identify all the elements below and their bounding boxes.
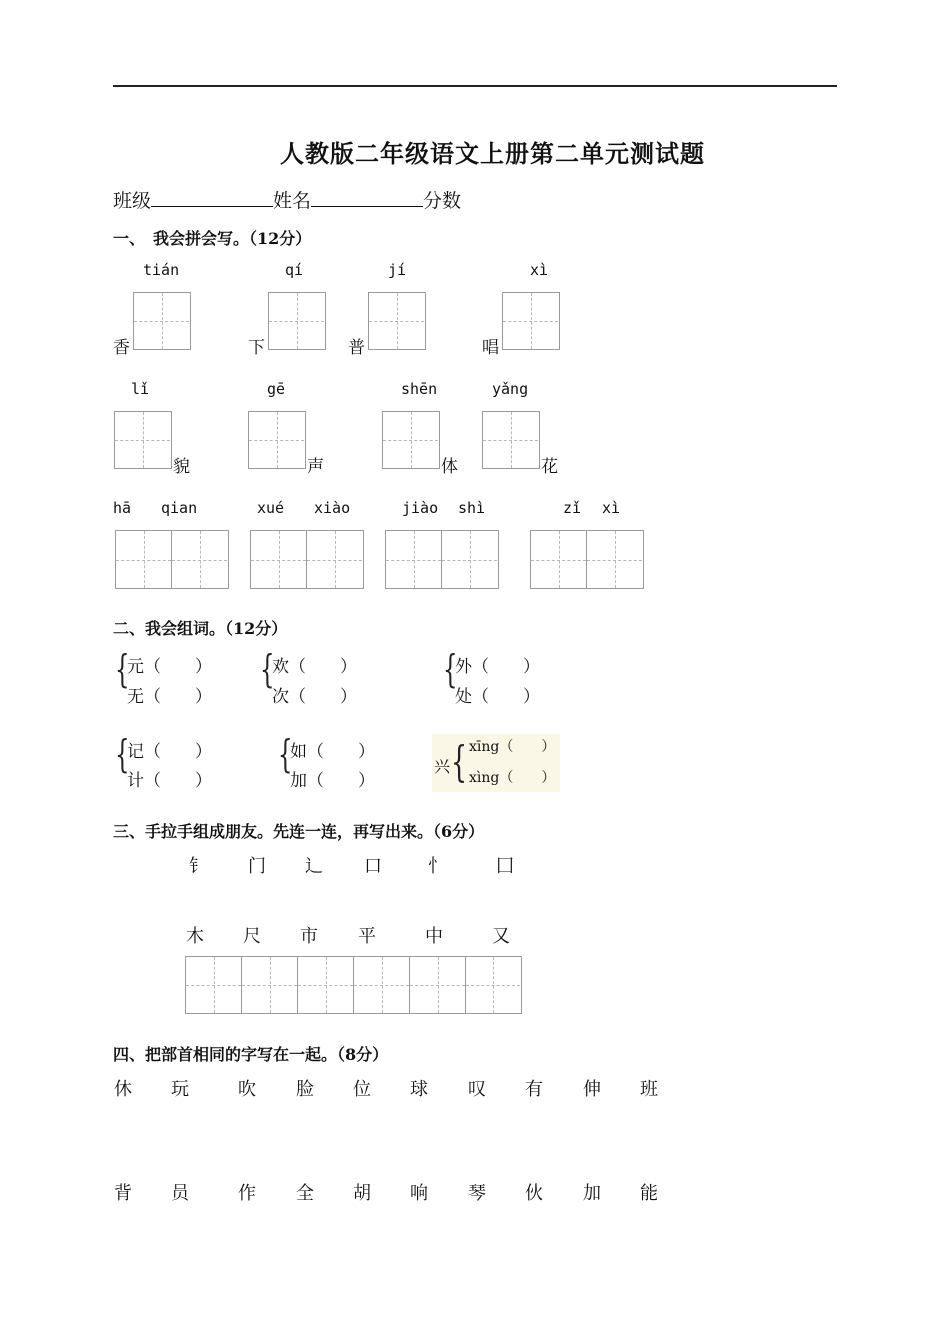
word-char: 脸: [296, 1079, 314, 1100]
given-char: 花: [541, 457, 558, 477]
writing-grid[interactable]: [382, 411, 440, 469]
section-1-heading: 一、 我会拼会写。（12分）: [113, 229, 312, 248]
xing-reading-2[interactable]: xìng（ ）: [469, 770, 556, 786]
word-item[interactable]: 欢（ ）: [272, 657, 357, 677]
pinyin: yǎng: [492, 380, 529, 398]
given-char: 唱: [482, 338, 499, 358]
pinyin: jiào: [402, 499, 439, 517]
xing-reading-1[interactable]: xīng（ ）: [469, 739, 556, 755]
given-char: 声: [307, 457, 324, 477]
word-item[interactable]: 如（ ）: [290, 742, 375, 762]
pinyin: xì: [530, 261, 549, 279]
brace: {: [443, 647, 458, 691]
word-item[interactable]: 处（ ）: [455, 687, 540, 707]
word-item[interactable]: 记（ ）: [127, 742, 212, 762]
pinyin: qian: [161, 499, 198, 517]
word-char: 胡: [353, 1183, 371, 1204]
pinyin: zǐ: [563, 499, 582, 517]
word-char: 能: [640, 1183, 658, 1204]
pinyin: tián: [143, 261, 180, 279]
word-item[interactable]: 元（ ）: [127, 657, 212, 677]
pinyin: shēn: [401, 380, 438, 398]
writing-grid-double[interactable]: [250, 530, 364, 589]
word-char: 休: [114, 1079, 132, 1100]
writing-grid[interactable]: [502, 292, 560, 350]
word-char: 琴: [468, 1183, 486, 1204]
character-part[interactable]: 又: [492, 926, 510, 947]
writing-grid[interactable]: [133, 292, 191, 350]
given-char: 香: [113, 338, 130, 358]
radical[interactable]: 口: [364, 856, 382, 877]
character-part[interactable]: 木: [186, 926, 204, 947]
word-char: 伙: [525, 1183, 543, 1204]
given-char: 普: [348, 338, 365, 358]
word-char: 玩: [171, 1079, 189, 1100]
xing-char: 兴: [434, 757, 451, 776]
word-item[interactable]: 加（ ）: [290, 771, 375, 791]
pinyin: jí: [388, 261, 407, 279]
brace: {: [115, 647, 130, 691]
pinyin: xué: [257, 499, 285, 517]
brace: {: [451, 737, 468, 786]
pinyin: qí: [285, 261, 304, 279]
word-item[interactable]: 次（ ）: [272, 687, 357, 707]
brace: {: [278, 732, 293, 776]
radical[interactable]: 钅: [189, 856, 207, 877]
score-label: 分数: [423, 190, 462, 212]
top-rule: [113, 85, 837, 87]
character-part[interactable]: 中: [425, 926, 443, 947]
word-char: 加: [583, 1183, 601, 1204]
writing-grid-six[interactable]: [185, 956, 522, 1014]
word-char: 员: [171, 1183, 189, 1204]
word-char: 班: [640, 1079, 658, 1100]
given-char: 体: [441, 457, 458, 477]
word-char: 全: [296, 1183, 314, 1204]
brace: {: [115, 732, 130, 776]
pinyin: hā: [113, 499, 132, 517]
section-2-heading: 二、我会组词。（12分）: [113, 619, 288, 638]
xing-polyphone-box: [432, 734, 560, 792]
word-char: 有: [525, 1079, 543, 1100]
section-4-heading: 四、把部首相同的字写在一起。（8分）: [113, 1045, 389, 1064]
section-3-heading: 三、手拉手组成朋友。先连一连，再写出来。（6分）: [113, 822, 485, 841]
writing-grid[interactable]: [268, 292, 326, 350]
pinyin: lǐ: [131, 380, 150, 398]
word-char: 叹: [468, 1079, 486, 1100]
word-char: 响: [410, 1183, 428, 1204]
pinyin: xiào: [314, 499, 351, 517]
given-char: 下: [248, 338, 265, 358]
writing-grid-double[interactable]: [385, 530, 499, 589]
word-item[interactable]: 计（ ）: [127, 771, 212, 791]
word-char: 背: [114, 1183, 132, 1204]
character-part[interactable]: 市: [300, 926, 318, 947]
word-char: 球: [410, 1079, 428, 1100]
pinyin: xì: [602, 499, 621, 517]
character-part[interactable]: 平: [358, 926, 376, 947]
writing-grid[interactable]: [248, 411, 306, 469]
pinyin: gē: [267, 380, 286, 398]
radical[interactable]: 囗: [496, 856, 514, 877]
radical[interactable]: 忄: [428, 856, 446, 877]
word-char: 吹: [238, 1079, 256, 1100]
writing-grid[interactable]: [482, 411, 540, 469]
word-item[interactable]: 无（ ）: [127, 687, 212, 707]
student-info: [113, 186, 461, 213]
class-label: 班级: [113, 190, 152, 212]
writing-grid-double[interactable]: [530, 530, 644, 589]
name-label: 姓名: [273, 190, 312, 212]
word-char: 作: [238, 1183, 256, 1204]
writing-grid[interactable]: [114, 411, 172, 469]
radical[interactable]: 辶: [305, 856, 323, 877]
character-part[interactable]: 尺: [243, 926, 261, 947]
writing-grid[interactable]: [368, 292, 426, 350]
class-blank[interactable]: [151, 186, 273, 207]
page-title: 人教版二年级语文上册第二单元测试题: [280, 139, 705, 168]
brace: {: [260, 647, 275, 691]
radical[interactable]: 门: [248, 856, 266, 877]
writing-grid-double[interactable]: [115, 530, 229, 589]
word-char: 伸: [583, 1079, 601, 1100]
word-item[interactable]: 外（ ）: [455, 657, 540, 677]
name-blank[interactable]: [311, 186, 423, 207]
pinyin: shì: [458, 499, 486, 517]
given-char: 貌: [173, 457, 190, 477]
word-char: 位: [353, 1079, 371, 1100]
